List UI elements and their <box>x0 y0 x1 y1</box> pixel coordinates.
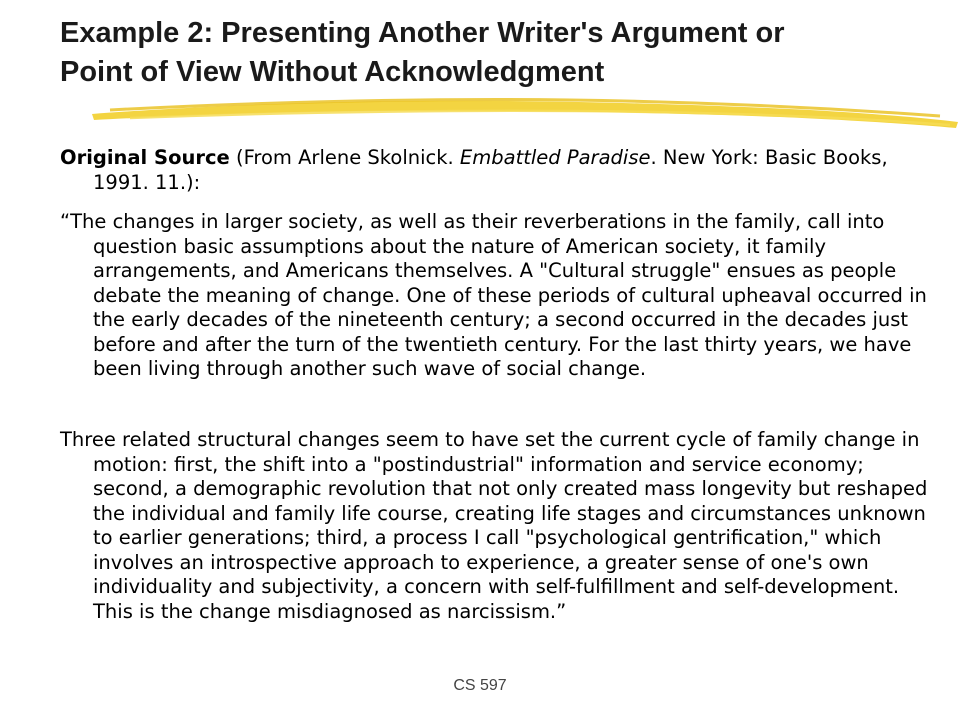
yellow-swoosh-decoration <box>90 92 960 132</box>
slide-title-line-1: Example 2: Presenting Another Writer's Argument or <box>60 17 785 49</box>
slide-title-line-2: Point of View Without Acknowledgment <box>60 56 605 88</box>
original-source-citation <box>60 146 933 195</box>
source-book-title: Embattled Paradise <box>459 146 651 169</box>
source-label: Original Source <box>60 146 230 169</box>
slide-title <box>60 14 940 92</box>
quote-paragraph-2: Three related structural changes seem to have set the current cycle of family change in motion: first, the shift into a "postindustrial" information and service economy; second, a demographic revolution that not only created mass longevity but reshaped the individual and family life course, creating life stages and circumstances unknown to earlier generations; third, a process I call "psychological gentrification," which involves an introspective approach to experience, a greater sense of one's own individuality and subjectivity, a concern with self-fulfillment and self-development. This is the change misdiagnosed as narcissism.” <box>60 428 928 623</box>
source-pre: (From Arlene Skolnick. <box>229 146 460 169</box>
source-post: . New York: Basic Books, 1991. 11.): <box>93 146 888 194</box>
quote-paragraph-1: “The changes in larger society, as well as their reverberations in the family, call into question basic assumptions about the nature of American society, it family arrangements, and Americans themselves. A "Cultural struggle" ensues as people debate the meaning of change. One of these periods of cultural upheaval occurred in the early decades of the nineteenth century; a second occurred in the decades just before and after the turn of the twentieth century. For the last thirty years, we have been living through another such wave of social change. <box>60 210 927 380</box>
slide-footer: CS 597 <box>453 677 507 694</box>
